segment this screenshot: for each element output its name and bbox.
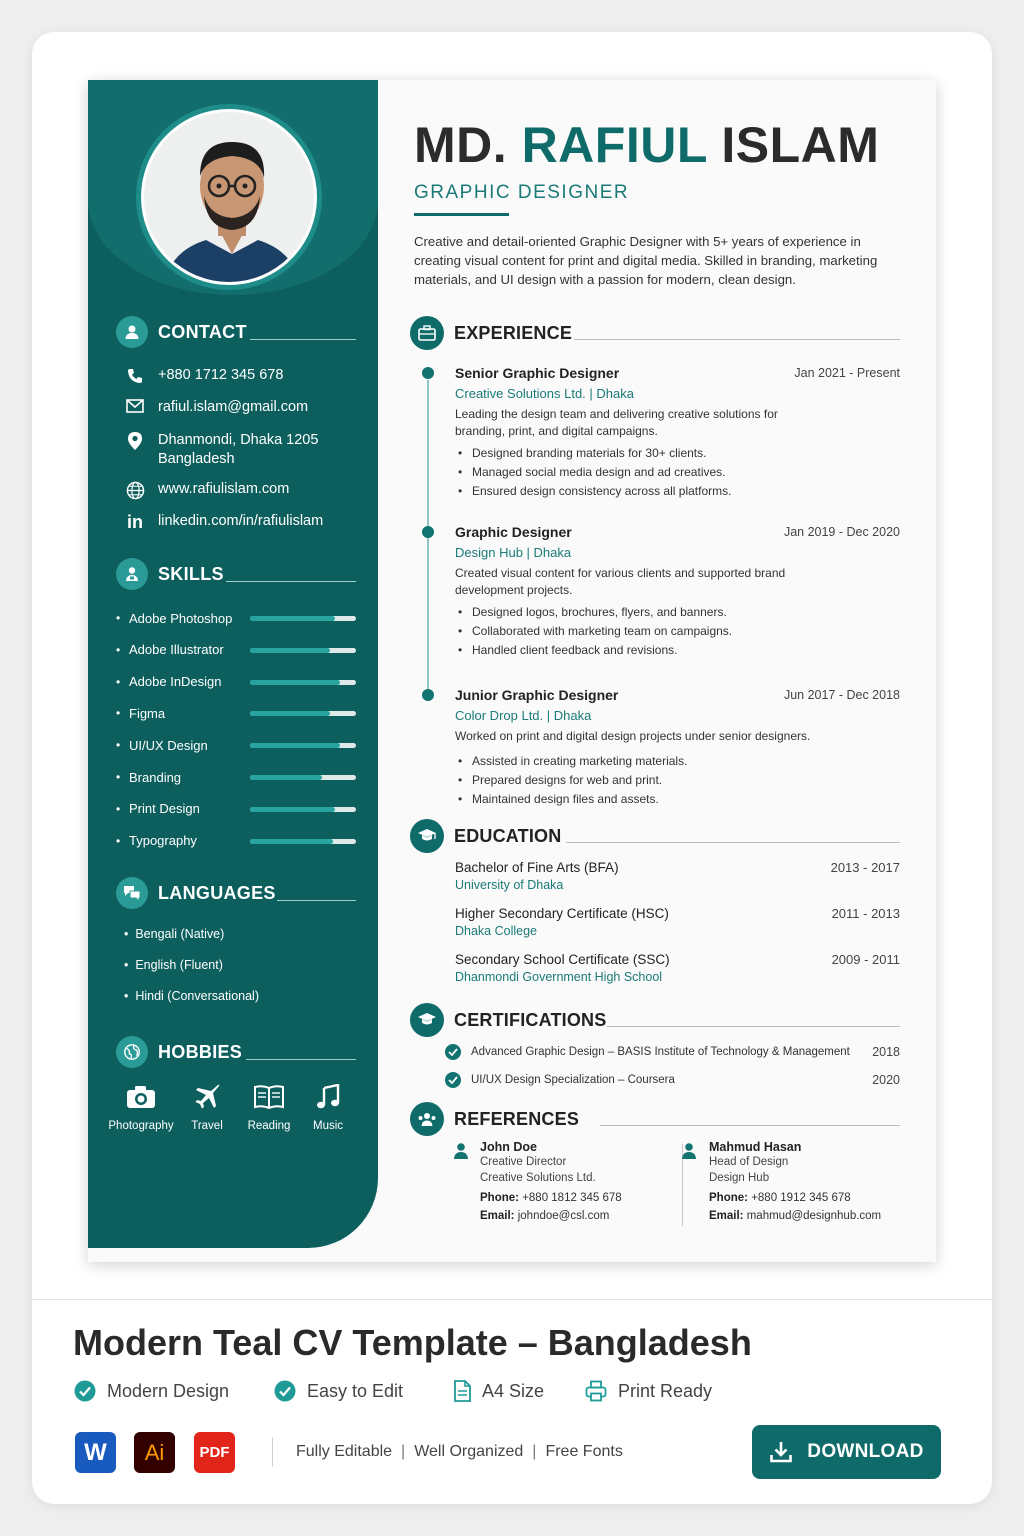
skill-item <box>116 735 356 755</box>
skill-level-fill <box>250 680 340 685</box>
phone-label: Phone: <box>480 1192 519 1204</box>
hobby-label: Reading <box>247 1120 291 1132</box>
experience-title: EXPERIENCE <box>454 322 573 343</box>
footer-divider <box>32 1299 992 1300</box>
reference-phone <box>480 1189 680 1207</box>
skill-item <box>116 608 356 628</box>
skill-item <box>116 831 356 851</box>
skill-bullet: • <box>116 738 121 753</box>
job-bullet: • Prepared designs for web and print. <box>455 771 900 790</box>
timeline-dot <box>422 367 434 379</box>
product-card <box>32 32 992 1504</box>
job-bullet: • Handled client feedback and revisions. <box>455 641 900 660</box>
contact-email[interactable] <box>124 399 308 415</box>
linkedin-icon: in <box>127 512 143 532</box>
people-icon <box>410 1102 444 1136</box>
contact-linkedin-text: linkedin.com/in/rafiulislam <box>158 513 324 529</box>
phone-icon <box>124 367 146 385</box>
feature-label: Print Ready <box>618 1380 713 1401</box>
job-bullet: • Managed social media design and ad creatives. <box>455 463 900 482</box>
skill-level-bar <box>250 839 356 844</box>
skill-bullet: • <box>116 801 121 816</box>
footer-separator <box>272 1437 273 1467</box>
meta-item: Fully Editable <box>296 1443 393 1460</box>
skill-level-fill <box>250 743 340 748</box>
job-title: Graphic Designer <box>455 524 572 540</box>
product-title: Modern Teal CV Template – Bangladesh <box>73 1322 752 1363</box>
role-underline <box>414 213 509 216</box>
check-circle-icon <box>445 1044 461 1060</box>
job-description: Created visual content for various clients and supported brand development projects. <box>455 566 786 597</box>
hobbies-title: HOBBIES <box>158 1041 243 1062</box>
graduation-cap-icon <box>410 819 444 853</box>
education-heading <box>410 819 561 853</box>
certification-label: Advanced Graphic Design – BASIS Institute of Technology & Management <box>471 1046 850 1058</box>
job-bullet: • Collaborated with marketing team on campaigns. <box>455 622 900 641</box>
education-years: 2009 - 2011 <box>831 952 900 967</box>
references-title: REFERENCES <box>454 1108 580 1129</box>
check-circle-icon <box>74 1380 96 1402</box>
skill-level-fill <box>250 616 335 621</box>
reference-email-value: mahmud@designhub.com <box>746 1210 882 1222</box>
briefcase-icon <box>410 316 444 350</box>
meta-item: Free Fonts <box>545 1443 623 1460</box>
illustrator-app-icon: Ai <box>134 1432 175 1473</box>
education-title: EDUCATION <box>454 825 562 846</box>
reference-name: Mahmud Hasan <box>709 1140 802 1154</box>
skill-bullet: • <box>116 706 121 721</box>
contact-phone[interactable] <box>124 367 283 385</box>
skill-level-bar <box>250 680 356 685</box>
languages-heading <box>116 877 276 909</box>
job-bullet: • Ensured design consistency across all platforms. <box>455 482 900 501</box>
chat-bubbles-icon <box>116 877 148 909</box>
location-pin-icon <box>124 431 146 451</box>
language-label: English (Fluent) <box>135 958 223 972</box>
feature-modern-design <box>74 1380 229 1402</box>
job-company: Color Drop Ltd. | Dhaka <box>455 708 592 723</box>
contact-heading <box>116 316 247 348</box>
document-icon <box>453 1380 471 1402</box>
certification-label: UI/UX Design Specialization – Coursera <box>471 1074 675 1086</box>
check-circle-icon <box>445 1072 461 1088</box>
skill-bullet: • <box>116 833 121 848</box>
reference-company: Design Hub <box>709 1172 770 1184</box>
camera-icon <box>106 1082 176 1112</box>
skill-item <box>116 640 356 660</box>
skill-level-bar <box>250 711 356 716</box>
hobbies-globe-icon <box>116 1036 148 1068</box>
languages-title: LANGUAGES <box>158 882 276 903</box>
contact-rule <box>250 339 356 340</box>
job-bullets <box>455 444 900 501</box>
feature-print-ready <box>585 1380 712 1402</box>
skill-bullet: • <box>116 611 121 625</box>
skill-label: Adobe Photoshop <box>129 610 233 626</box>
language-item: • Hindi (Conversational) <box>124 989 259 1003</box>
name-first: MD. <box>414 117 508 173</box>
contact-linkedin[interactable] <box>124 513 323 531</box>
printer-icon <box>585 1380 607 1402</box>
job-bullet: • Designed logos, brochures, flyers, and banners. <box>455 603 900 622</box>
profile-photo <box>141 109 317 285</box>
feature-label: A4 Size <box>482 1380 545 1401</box>
hobby-music <box>293 1082 363 1132</box>
feature-label: Easy to Edit <box>307 1380 404 1401</box>
skill-item <box>116 703 356 723</box>
skill-level-bar <box>250 807 356 812</box>
education-entry <box>455 906 900 938</box>
job-title: Senior Graphic Designer <box>455 365 620 381</box>
language-label: Bengali (Native) <box>135 927 225 941</box>
contact-phone-text: +880 1712 345 678 <box>158 367 284 383</box>
reference-email-value: johndoe@csl.com <box>517 1210 610 1222</box>
certificate-cap-icon <box>410 1003 444 1037</box>
profile-summary: Creative and detail-oriented Graphic Designer with 5+ years of experience in creating visual content for print and digital media. Skilled in branding, marketing materials, and UI design with a passion for modern, clean design. <box>414 234 878 287</box>
music-note-icon <box>293 1082 363 1112</box>
skill-item <box>116 799 356 819</box>
download-label: DOWNLOAD <box>807 1441 924 1462</box>
reference-phone <box>709 1189 909 1207</box>
resume-page <box>88 80 936 1262</box>
skills-rule <box>226 581 356 582</box>
education-years: 2011 - 2013 <box>831 906 900 921</box>
name-last: ISLAM <box>721 117 880 173</box>
job-description: Worked on print and digital design projects under senior designers. <box>455 729 811 743</box>
contact-website[interactable] <box>124 481 289 500</box>
feature-a4-size <box>453 1380 544 1402</box>
experience-rule <box>574 339 900 340</box>
hobby-label: Music <box>312 1120 344 1132</box>
certifications-title: CERTIFICATIONS <box>454 1009 607 1030</box>
feature-easy-to-edit <box>274 1380 403 1402</box>
language-label: Hindi (Conversational) <box>135 989 259 1003</box>
language-item: • Bengali (Native) <box>124 927 225 941</box>
education-degree: Secondary School Certificate (SSC) <box>455 952 670 967</box>
job-company: Creative Solutions Ltd. | Dhaka <box>455 386 634 401</box>
languages-rule <box>277 900 356 901</box>
skill-bullet: • <box>116 674 121 689</box>
reference-role: Creative Director <box>480 1156 567 1168</box>
skills-heading <box>116 558 224 590</box>
reference-name: John Doe <box>480 1140 537 1154</box>
contact-address <box>124 431 318 469</box>
job-bullet: • Assisted in creating marketing materials. <box>455 752 900 771</box>
skill-label: Figma <box>129 705 166 721</box>
download-icon <box>769 1440 793 1464</box>
skill-label: Branding <box>129 769 182 785</box>
globe-icon <box>124 481 146 500</box>
skill-level-fill <box>250 711 330 716</box>
education-school: University of Dhaka <box>455 878 564 892</box>
experience-entry <box>455 365 900 501</box>
skill-label: Adobe Illustrator <box>129 642 224 658</box>
hobby-travel <box>172 1082 242 1132</box>
reference-phone-value: +880 1812 345 678 <box>522 1192 622 1204</box>
skills-title: SKILLS <box>158 563 224 584</box>
reference-email <box>709 1207 909 1225</box>
skill-label: Adobe InDesign <box>129 674 222 690</box>
email-label: Email: <box>480 1210 515 1222</box>
feature-label: Modern Design <box>107 1380 230 1401</box>
education-school: Dhanmondi Government High School <box>455 970 663 984</box>
job-role: GRAPHIC DESIGNER <box>414 182 630 203</box>
experience-entry <box>455 687 900 809</box>
education-entry <box>455 952 900 984</box>
certification-year: 2018 <box>872 1045 900 1059</box>
skill-level-fill <box>250 775 322 780</box>
contact-email-text: rafiul.islam@gmail.com <box>158 399 309 415</box>
airplane-icon <box>172 1082 242 1112</box>
education-rule <box>566 842 900 843</box>
hobbies-heading <box>116 1036 242 1068</box>
skill-bullet: • <box>116 770 121 784</box>
job-title: Junior Graphic Designer <box>455 687 619 703</box>
hobby-photography <box>106 1082 176 1132</box>
certification-item <box>445 1072 900 1088</box>
job-dates: Jun 2017 - Dec 2018 <box>783 688 900 702</box>
skill-label: Print Design <box>129 801 200 817</box>
pdf-app-icon: PDF <box>194 1432 235 1473</box>
person-icon <box>680 1142 698 1165</box>
education-degree: Bachelor of Fine Arts (BFA) <box>455 860 619 875</box>
contact-person-icon <box>116 316 148 348</box>
contact-address-line2: Bangladesh <box>158 451 235 467</box>
reference-entry <box>709 1140 909 1225</box>
skill-level-bar <box>250 648 356 653</box>
skill-label: Typography <box>129 833 197 849</box>
skill-level-fill <box>250 839 333 844</box>
timeline-dot <box>422 689 434 701</box>
education-degree: Higher Secondary Certificate (HSC) <box>455 906 669 921</box>
certifications-rule <box>607 1026 900 1027</box>
contact-website-text: www.rafiulislam.com <box>158 481 290 497</box>
name-accent: RAFIUL <box>521 117 707 173</box>
envelope-icon <box>124 399 146 413</box>
job-dates: Jan 2021 - Present <box>794 366 900 380</box>
skill-level-bar <box>250 616 356 621</box>
hobby-label: Travel <box>191 1120 223 1132</box>
job-bullets <box>455 752 900 809</box>
person-icon <box>452 1142 470 1165</box>
reference-role: Head of Design <box>709 1156 789 1168</box>
job-company: Design Hub | Dhaka <box>455 545 572 560</box>
job-bullet: • Maintained design files and assets. <box>455 790 900 809</box>
hobby-label: Photography <box>108 1120 174 1132</box>
contact-title: CONTACT <box>158 321 247 342</box>
check-circle-icon <box>274 1380 296 1402</box>
reference-company: Creative Solutions Ltd. <box>480 1172 596 1184</box>
skill-level-fill <box>250 648 330 653</box>
hobbies-rule <box>246 1059 356 1060</box>
candidate-name <box>414 116 879 174</box>
education-years: 2013 - 2017 <box>830 860 900 875</box>
timeline-dot <box>422 526 434 538</box>
job-bullet: • Designed branding materials for 30+ clients. <box>455 444 900 463</box>
skills-user-icon <box>116 558 148 590</box>
skill-label: UI/UX Design <box>129 737 208 753</box>
listing-meta: Fully Editable | Well Organized | Free Fonts <box>296 1443 623 1460</box>
contact-address-line1: Dhanmondi, Dhaka 1205 <box>158 432 319 448</box>
word-app-icon: W <box>75 1432 116 1473</box>
email-label: Email: <box>709 1210 744 1222</box>
education-entry <box>455 860 900 892</box>
education-school: Dhaka College <box>455 924 537 938</box>
meta-item: Well Organized <box>414 1443 524 1460</box>
job-description: Leading the design team and delivering creative solutions for branding, print, and digital campaigns. <box>455 407 778 438</box>
certification-item <box>445 1044 900 1060</box>
references-heading <box>410 1102 579 1136</box>
skill-level-bar <box>250 743 356 748</box>
references-rule <box>600 1125 900 1126</box>
language-item: • English (Fluent) <box>124 958 223 972</box>
download-button[interactable] <box>752 1425 941 1479</box>
reference-phone-value: +880 1912 345 678 <box>751 1192 851 1204</box>
job-dates: Jan 2019 - Dec 2020 <box>783 525 900 539</box>
skill-item <box>116 672 356 692</box>
experience-heading <box>410 316 572 350</box>
skill-item <box>116 767 356 787</box>
skill-bullet: • <box>116 642 121 657</box>
certifications-heading <box>410 1003 606 1037</box>
phone-label: Phone: <box>709 1192 748 1204</box>
skill-level-fill <box>250 807 335 812</box>
experience-entry <box>455 524 900 660</box>
reference-email <box>480 1207 680 1225</box>
certification-year: 2020 <box>872 1073 900 1087</box>
reference-entry <box>480 1140 680 1225</box>
skill-level-bar <box>250 775 356 780</box>
job-bullets <box>455 603 900 660</box>
